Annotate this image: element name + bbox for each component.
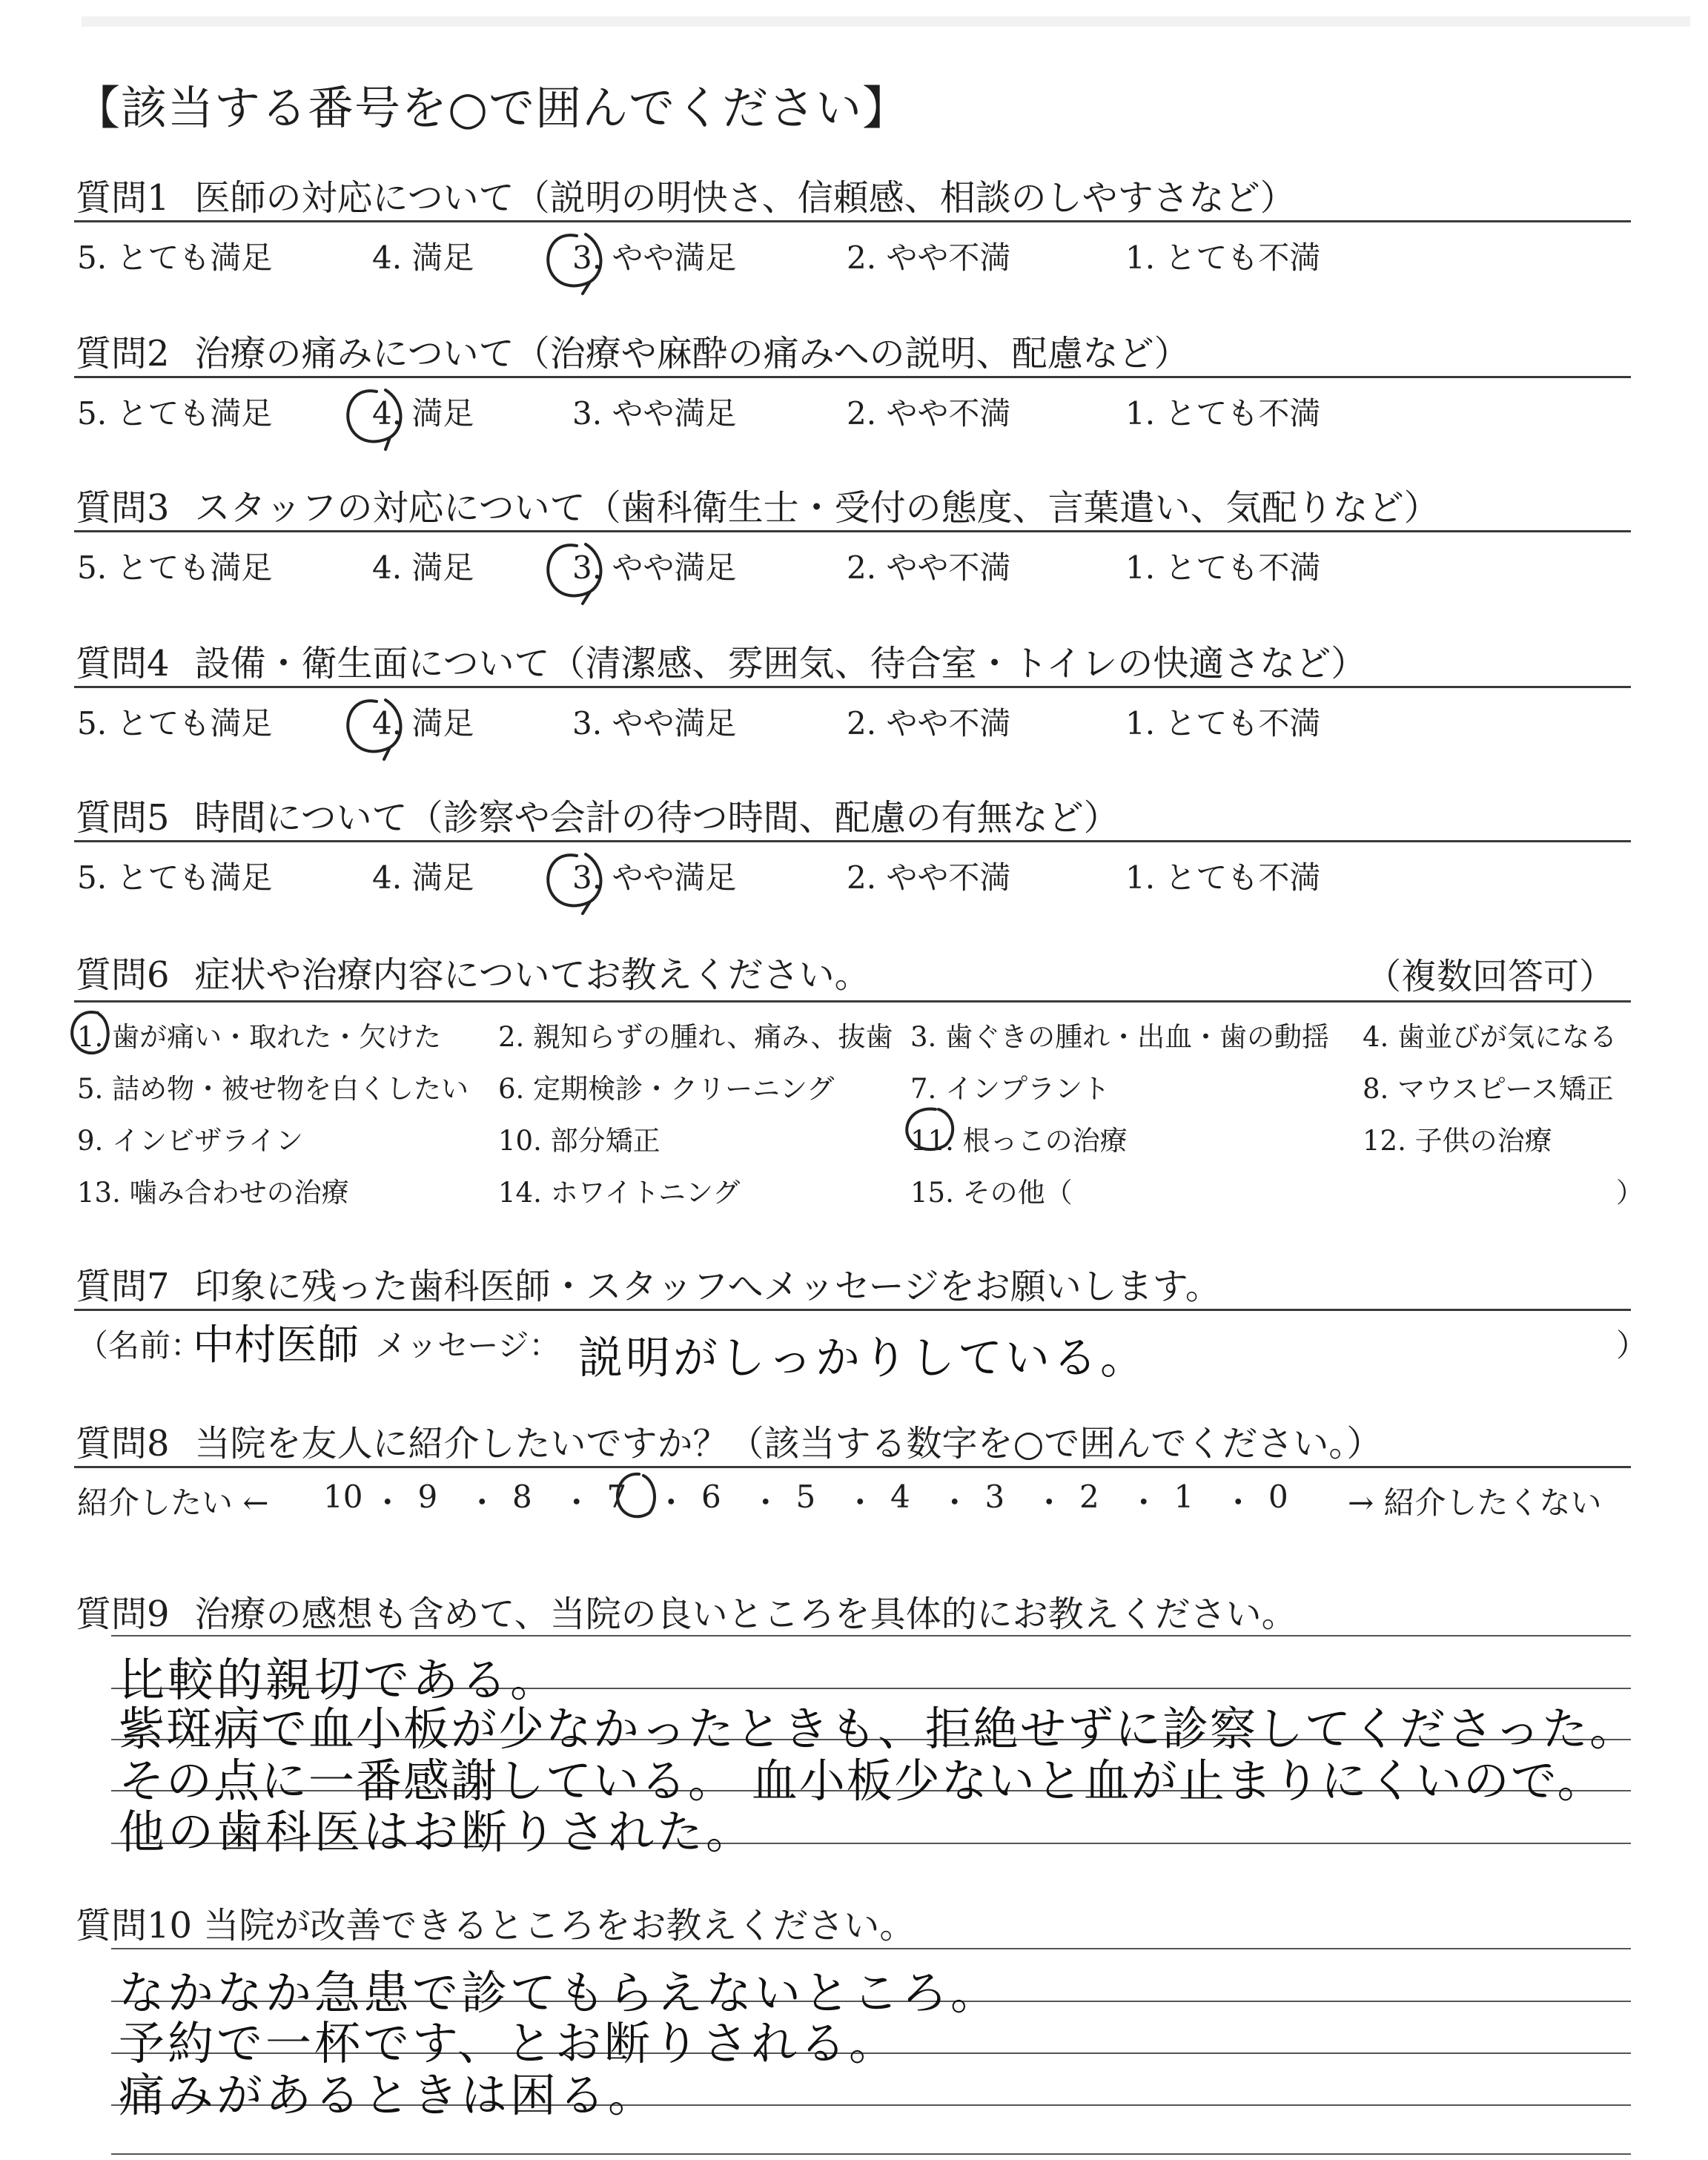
question-number: 質問5 xyxy=(76,797,170,839)
question-number: 質問2 xyxy=(76,333,170,374)
recommend-score-option[interactable]: 5 xyxy=(795,1479,816,1515)
question-number: 質問6 xyxy=(76,954,170,996)
recommend-score-option[interactable]: 8 xyxy=(512,1479,532,1515)
circle-mark-q8-7 xyxy=(618,1474,655,1516)
question-number: 質問1 xyxy=(76,177,170,219)
answer-handwritten[interactable]: なかなか急患で診てもらえないところ。 xyxy=(119,1966,1000,2020)
message-label: メッセージ： xyxy=(375,1327,560,1364)
name-label: （名前： xyxy=(77,1327,202,1364)
symptom-option[interactable]: 13. 噛み合わせの治療 xyxy=(77,1177,349,1209)
recommend-score-option[interactable]: 7 xyxy=(606,1479,627,1515)
not-recommend-label: → 紹介したくない xyxy=(1348,1484,1602,1521)
answer-handwritten[interactable]: 紫斑病で血小板が少なかったときも、拒絶せずに診察してくださった。 xyxy=(119,1702,1638,1756)
symptom-option[interactable]: 9. インビザライン xyxy=(77,1125,303,1157)
option-2[interactable]: 2. やや不満 xyxy=(847,859,1011,896)
recommend-score-option[interactable]: 2 xyxy=(1079,1479,1099,1515)
option-5[interactable]: 5. とても満足 xyxy=(77,395,273,432)
page-heading: 【該当する番号を○で囲んでください】 xyxy=(74,81,910,135)
option-1[interactable]: 1. とても不満 xyxy=(1125,549,1321,586)
circle-mark-q4 xyxy=(348,700,400,759)
option-3[interactable]: 3. やや満足 xyxy=(572,240,737,276)
option-5[interactable]: 5. とても満足 xyxy=(77,859,273,896)
recommend-score-option[interactable]: 0 xyxy=(1268,1479,1288,1515)
answer-handwritten[interactable]: 他の歯科医はお断りされた。 xyxy=(119,1805,755,1859)
question-text: 治療の感想も含めて、当院の良いところを具体的にお教えください。 xyxy=(194,1593,1297,1635)
recommend-score-option[interactable]: 4 xyxy=(890,1479,910,1515)
option-2[interactable]: 2. やや不満 xyxy=(847,705,1011,742)
circle-mark-q6-1 xyxy=(72,1012,108,1053)
question-text: 治療の痛みについて（治療や麻酔の痛みへの説明、配慮など） xyxy=(194,333,1190,374)
recommend-score-option[interactable]: 9 xyxy=(417,1479,438,1515)
question-text: 設備・衛生面について（清潔感、雰囲気、待合室・トイレの快適さなど） xyxy=(194,643,1367,684)
recommend-score-option[interactable]: 3 xyxy=(984,1479,1005,1515)
multiple-answers-note: （複数回答可） xyxy=(1366,956,1615,997)
scale-dot-separator: ・ xyxy=(466,1484,498,1521)
symptom-option[interactable]: 14. ホワイトニング xyxy=(498,1177,741,1209)
question-text: 当院を友人に紹介したいですか？（該当する数字を○で囲んでください。） xyxy=(194,1423,1383,1464)
question-text: 時間について（診察や会計の待つ時間、配慮の有無など） xyxy=(194,797,1119,839)
recommend-score-option[interactable]: 1 xyxy=(1174,1479,1194,1515)
symptom-option[interactable]: 8. マウスピース矯正 xyxy=(1363,1073,1614,1105)
message-handwritten[interactable]: 説明がしっかりしている。 xyxy=(578,1332,1148,1384)
option-3[interactable]: 3. やや満足 xyxy=(572,705,737,742)
question-number: 質問7 xyxy=(76,1266,170,1307)
scale-dot-separator: ・ xyxy=(844,1484,876,1521)
symptom-option[interactable]: 5. 詰め物・被せ物を白くしたい xyxy=(77,1073,469,1105)
option-1[interactable]: 1. とても不満 xyxy=(1125,395,1321,432)
scale-dot-separator: ・ xyxy=(1222,1484,1254,1521)
option-4[interactable]: 4. 満足 xyxy=(372,240,474,276)
symptom-option[interactable]: 15. その他（ xyxy=(910,1177,1073,1209)
scale-dot-separator: ・ xyxy=(560,1484,592,1521)
option-4[interactable]: 4. 満足 xyxy=(372,549,474,586)
question-number: 質問3 xyxy=(76,487,170,529)
question-text: 医師の対応について（説明の明快さ、信頼感、相談のしやすさなど） xyxy=(194,177,1296,219)
answer-handwritten[interactable]: 比較的親切である。 xyxy=(119,1653,560,1707)
circle-mark-q6-11 xyxy=(907,1109,953,1150)
question-number: 質問4 xyxy=(76,643,170,684)
symptom-option[interactable]: 10. 部分矯正 xyxy=(498,1125,661,1157)
circle-mark-q5 xyxy=(548,854,600,914)
option-4[interactable]: 4. 満足 xyxy=(372,395,474,432)
circle-mark-q2 xyxy=(348,390,400,449)
option-5[interactable]: 5. とても満足 xyxy=(77,240,273,276)
scale-dot-separator: ・ xyxy=(371,1484,403,1521)
staff-name-handwritten[interactable]: 中村医師 xyxy=(193,1321,359,1370)
symptom-option[interactable]: 11. 根っこの治療 xyxy=(910,1125,1128,1157)
option-2[interactable]: 2. やや不満 xyxy=(847,549,1011,586)
other-close-paren: ） xyxy=(1616,1177,1644,1209)
question-number: 質問9 xyxy=(76,1593,170,1635)
question-text: 印象に残った歯科医師・スタッフへメッセージをお願いします。 xyxy=(194,1266,1221,1307)
option-2[interactable]: 2. やや不満 xyxy=(847,395,1011,432)
option-3[interactable]: 3. やや満足 xyxy=(572,859,737,896)
answer-handwritten[interactable]: 予約で一杯です、とお断りされる。 xyxy=(119,2016,898,2070)
scale-dot-separator: ・ xyxy=(1128,1484,1159,1521)
symptom-option[interactable]: 4. 歯並びが気になる xyxy=(1363,1021,1618,1053)
scale-dot-separator: ・ xyxy=(1033,1484,1065,1521)
question-text: 当院が改善できるところをお教えください。 xyxy=(203,1905,916,1946)
option-3[interactable]: 3. やや満足 xyxy=(572,549,737,586)
option-1[interactable]: 1. とても不満 xyxy=(1125,705,1321,742)
scale-dot-separator: ・ xyxy=(655,1484,687,1521)
recommend-label: 紹介したい ← xyxy=(77,1484,269,1521)
question-number: 質問8 xyxy=(76,1423,170,1464)
symptom-option[interactable]: 1. 歯が痛い・取れた・欠けた xyxy=(77,1021,442,1053)
symptom-option[interactable]: 2. 親知らずの腫れ、痛み、抜歯 xyxy=(498,1021,893,1053)
symptom-option[interactable]: 3. 歯ぐきの腫れ・出血・歯の動揺 xyxy=(910,1021,1330,1053)
option-1[interactable]: 1. とても不満 xyxy=(1125,859,1321,896)
question-number: 質問10 xyxy=(76,1905,193,1946)
answer-handwritten[interactable]: 痛みがあるときは困る。 xyxy=(119,2068,658,2122)
question-text: 症状や治療内容についてお教えください。 xyxy=(194,954,870,996)
symptom-option[interactable]: 12. 子供の治療 xyxy=(1363,1125,1552,1157)
message-close-paren: ） xyxy=(1616,1327,1648,1364)
recommend-score-option[interactable]: 6 xyxy=(701,1479,721,1515)
symptom-option[interactable]: 6. 定期検診・クリーニング xyxy=(498,1073,835,1105)
option-5[interactable]: 5. とても満足 xyxy=(77,549,273,586)
symptom-option[interactable]: 7. インプラント xyxy=(910,1073,1110,1105)
option-5[interactable]: 5. とても満足 xyxy=(77,705,273,742)
option-2[interactable]: 2. やや不満 xyxy=(847,240,1011,276)
option-4[interactable]: 4. 満足 xyxy=(372,705,474,742)
option-1[interactable]: 1. とても不満 xyxy=(1125,240,1321,276)
scale-dot-separator: ・ xyxy=(939,1484,970,1521)
circle-mark-q1 xyxy=(548,234,600,294)
option-3[interactable]: 3. やや満足 xyxy=(572,395,737,432)
option-4[interactable]: 4. 満足 xyxy=(372,859,474,896)
question-text: スタッフの対応について（歯科衛生士・受付の態度、言葉遣い、気配りなど） xyxy=(194,487,1440,529)
scale-dot-separator: ・ xyxy=(749,1484,781,1521)
circle-mark-q3 xyxy=(548,544,600,604)
recommend-score-option[interactable]: 10 xyxy=(323,1479,363,1515)
answer-handwritten[interactable]: その点に一番感謝している。 血小板少ないと血が止まりにくいので。 xyxy=(119,1754,1605,1808)
